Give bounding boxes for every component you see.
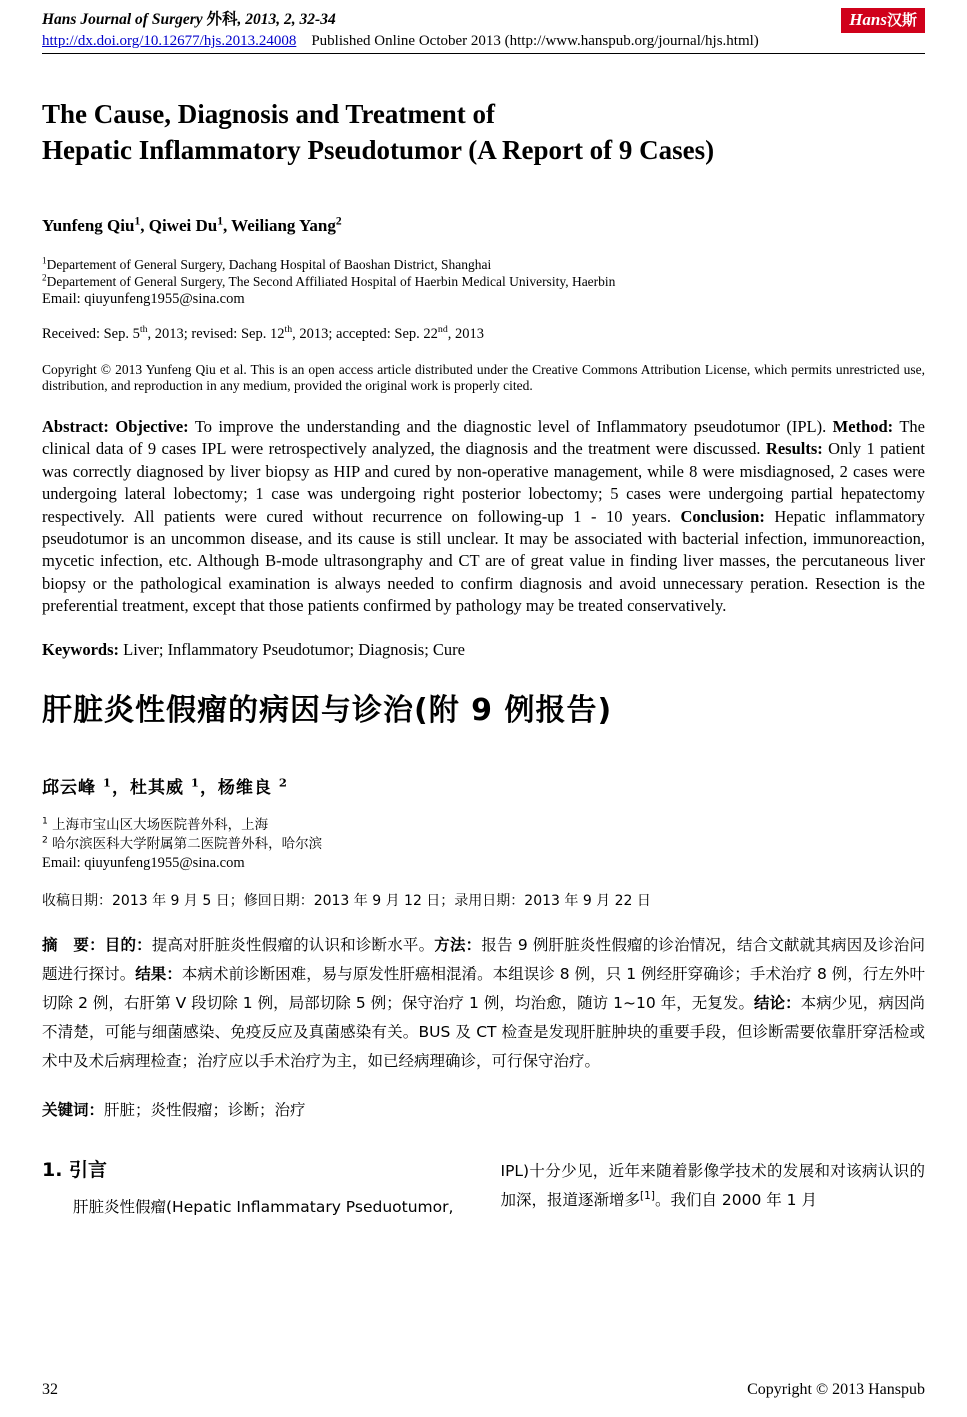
authors-english: Yunfeng Qiu$^1$, Qiwei Du$^1$, Weiliang Yang$^2$: [42, 214, 342, 235]
keywords-chinese: 关键词：肝脏；炎性假瘤；诊断；治疗: [42, 1100, 306, 1119]
hans-logo-en: Hans: [849, 10, 887, 29]
abstract-english: Abstract: Objective: To improve the understanding and the diagnostic level of Inflammatory pseudotumor (IPL). Method: The clinical data of 9 cases IPL were retrospectively analyzed, the diagnosis and the treatment were discussed. Results: Only 1 patient was correctly diagnosed by liver biopsy as HIP and cured by non-operative management, while 8 were misdiagnosed, 2 cases were undergoing lateral lobectomy; 1 case was undergoing right posterior lobectomy; 5 cases were undergoing partial hepatectomy respectively. All patients were cured without recurrence on following-up 1 - 10 years. Conclusion: Hepatic inflammatory pseudotumor is an uncommon disease, and its cause is still unclear. It may be associated with bacterial infection, immunoreaction, mycetic infection, etc. Although B-mode ultrasongraphy and CT are of great value in finding liver masses, the percutaneous liver biopsy or the pathological examination is always needed to confirm diagnosis and avoid unnecessary peration. Resection is the preferential treatment, except that those patients confirmed by pathology may be treated conservatively.: [42, 417, 925, 616]
page-title: [42, 96, 925, 168]
email-chinese: Email: qiuyunfeng1955@sina.com: [42, 854, 245, 871]
journal-title-line: [42, 10, 925, 30]
received-dates: Received: Sep. 5th, 2013; revised: Sep. 12th, 2013; accepted: Sep. 22nd, 2013: [42, 324, 484, 342]
email-english: Email: qiuyunfeng1955@sina.com: [42, 291, 245, 307]
body-column-right: [501, 1157, 926, 1222]
copyright-note: Copyright © 2013 Yunfeng Qiu et al. This is an open access article distributed under the Creative Commons Attribution License, which permits unrestricted use, distribution, and reproduction in any medium, provided the original work is properly cited.: [42, 362, 925, 393]
page-number: 32: [42, 1381, 58, 1398]
body-paragraph-right-1: IPL)十分少见，近年来随着影像学技术的发展和对该病认识的加深，报道逐渐增多[1]。我们自 2000 年 1 月: [500, 1161, 925, 1209]
dates-chinese: 收稿日期：2013 年 9 月 5 日；修回日期：2013 年 9 月 12 日；录用日期：2013 年 9 月 22 日: [42, 892, 651, 909]
doi-link[interactable]: http://dx.doi.org/10.12677/hjs.2013.24008: [42, 33, 297, 49]
doi-line: [42, 31, 925, 51]
journal-title-cn: 外科: [206, 11, 238, 28]
published-online-text: Published Online October 2013 (http://www.hanspub.org/journal/hjs.html): [311, 33, 759, 49]
footer-copyright: Copyright © 2013 Hanspub: [747, 1381, 925, 1398]
hans-logo-cn: 汉斯: [886, 11, 917, 29]
header-divider: [42, 53, 925, 54]
journal-issue: , 2013, 2, 32-34: [237, 11, 336, 28]
journal-title: Hans Journal of Surgery: [42, 11, 203, 28]
body-paragraph-left-1: 肝脏炎性假瘤(Hepatic Inflammatary Pseduotumor,: [73, 1197, 454, 1216]
title-line-2: Hepatic Inflammatory Pseudotumor (A Report of 9 Cases): [42, 135, 715, 165]
title-line-1: The Cause, Diagnosis and Treatment of: [42, 99, 496, 129]
body-two-columns: [42, 1157, 925, 1222]
abstract-chinese: 摘 要：目的：提高对肝脏炎性假瘤的认识和诊断水平。方法：报告 9 例肝脏炎性假瘤的诊治情况，结合文献就其病因及诊治问题进行探讨。结果：本病术前诊断困难，易与原发性肝癌相混淆。本组误诊 8 例，只 1 例经肝穿确诊；手术治疗 8 例，行左外叶切除 2 例，右肝第 V 段切除 1 例，局部切除 5 例；保守治疗 1 例，均治愈，随访 1~10 年，无复发。结论：本病少见，病因尚不清楚，可能与细菌感染、免疫反应及真菌感染有关。BUS 及 CT 检查是发现肝脏肿块的重要手段，但诊断需要依靠肝穿活检或术中及术后病理检查；治疗应以手术治疗为主，如已经病理确诊，可行保守治疗。: [42, 935, 925, 1070]
page-header: [42, 10, 925, 60]
body-column-left: [42, 1157, 467, 1222]
affiliation-2: $^2$Departement of General Surgery, The Second Affiliated Hospital of Haerbin Medical University, Haerbin: [42, 272, 616, 289]
affiliation-chinese-2: $^2$ 哈尔滨医科大学附属第二医院普外科，哈尔滨: [42, 834, 323, 852]
keywords-english: Keywords: Liver; Inflammatory Pseudotumor; Diagnosis; Cure: [42, 639, 465, 659]
affiliation-chinese-1: $^1$ 上海市宝山区大场医院普外科，上海: [42, 815, 269, 833]
page-footer: [42, 1381, 925, 1399]
authors-chinese: 邱云峰 $^1$，杜其威 $^1$，杨维良 $^2$: [42, 775, 288, 798]
title-chinese: 肝脏炎性假瘤的病因与诊治(附 9 例报告): [42, 692, 613, 728]
affiliation-1: $^1$Departement of General Surgery, Dachang Hospital of Baoshan District, Shanghai: [42, 255, 492, 272]
section-heading-1: 1. 引言: [42, 1158, 108, 1181]
hans-logo: [841, 8, 925, 33]
